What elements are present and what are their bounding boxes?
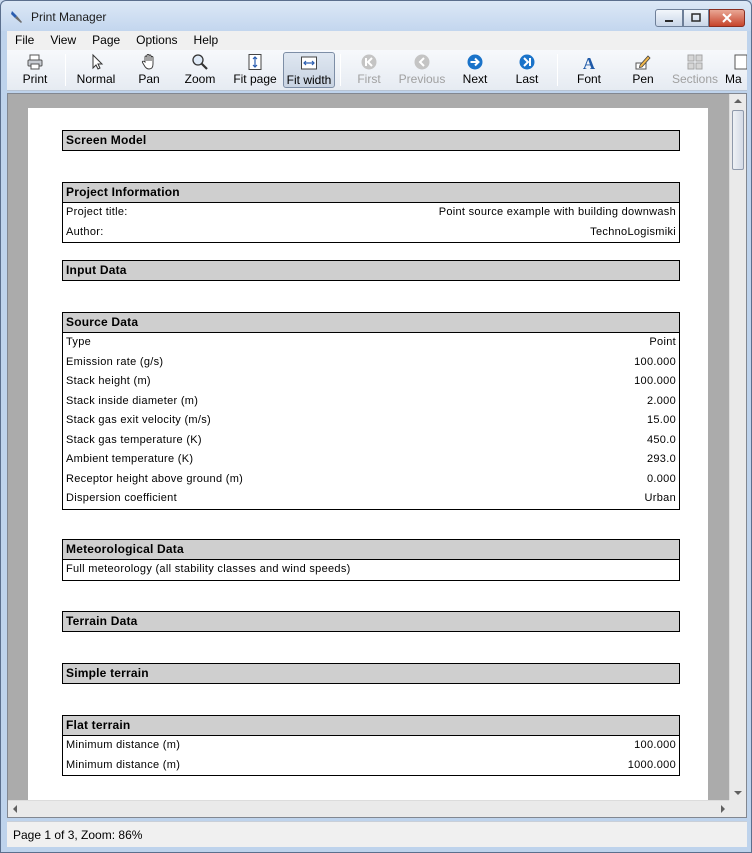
table-row [63, 223, 679, 243]
row-value: 100.000 [634, 375, 676, 387]
font-label: Font [576, 72, 601, 86]
sections-icon [686, 53, 704, 71]
toolbar-separator [557, 54, 558, 86]
table-row [63, 333, 679, 353]
row-label: Type [66, 336, 92, 348]
last-page-button[interactable] [507, 52, 547, 88]
row-label: Ambient temperature (K) [66, 453, 194, 465]
next-page-icon [466, 53, 484, 71]
scroll-right-arrow-icon[interactable] [721, 805, 725, 813]
menu-view[interactable]: View [50, 33, 77, 47]
sections-button[interactable] [671, 52, 719, 88]
section-project-information [62, 182, 680, 243]
scroll-up-arrow-icon[interactable] [734, 99, 742, 103]
pen-label: Pen [632, 72, 654, 86]
row-value: 0.000 [646, 472, 676, 485]
section-source-data [62, 312, 680, 510]
row-label: Stack gas exit velocity (m/s) [66, 414, 212, 426]
print-button[interactable] [13, 52, 57, 88]
menu-file[interactable]: File [15, 33, 35, 47]
last-label: Last [515, 72, 539, 86]
menu-options[interactable]: Options [136, 33, 178, 47]
row-label: Full meteorology (all stability classes and wind speeds) [66, 563, 351, 575]
window-title: Print Manager [31, 10, 107, 24]
row-label: Emission rate (g/s) [66, 355, 164, 368]
table-row [63, 392, 679, 412]
svg-text:A: A [582, 54, 596, 71]
sections-label: Sections [671, 72, 719, 86]
table-row [63, 450, 679, 470]
fit-width-icon [300, 54, 318, 72]
section-input-data [62, 260, 680, 281]
last-page-icon [518, 53, 536, 71]
toolbar-separator [340, 54, 341, 86]
previous-page-icon [413, 53, 431, 71]
row-value: 100.000 [634, 355, 676, 368]
minimize-icon [664, 13, 674, 23]
first-page-button[interactable] [349, 52, 389, 88]
status-bar [7, 821, 747, 847]
scroll-down-arrow-icon[interactable] [734, 791, 742, 795]
close-button[interactable] [709, 9, 745, 27]
fit-page-button[interactable] [231, 52, 279, 88]
more-label: Ma [725, 72, 742, 86]
row-value: 293.0 [646, 453, 676, 465]
font-button[interactable] [569, 52, 609, 88]
previous-label: Previous [398, 72, 446, 86]
table-row [63, 353, 679, 373]
section-terrain-data [62, 611, 680, 632]
pointer-icon [87, 53, 105, 71]
section-title: Screen Model [63, 131, 679, 150]
first-page-icon [360, 53, 378, 71]
row-value: Point [649, 336, 676, 348]
pen-button[interactable] [623, 52, 663, 88]
table-row [63, 411, 679, 431]
preview-viewport[interactable] [7, 93, 747, 818]
fit-page-label: Fit page [233, 72, 277, 86]
title-bar[interactable] [1, 1, 751, 31]
table-row [63, 372, 679, 392]
table-row [63, 470, 679, 490]
section-title: Flat terrain [63, 716, 679, 735]
section-title: Source Data [63, 313, 679, 332]
next-label: Next [462, 72, 488, 86]
previous-page-button[interactable] [397, 52, 447, 88]
zoom-label: Zoom [184, 72, 216, 86]
maximize-button[interactable] [683, 9, 709, 27]
menu-page[interactable]: Page [92, 33, 121, 47]
normal-button[interactable] [73, 52, 119, 88]
row-label: Stack inside diameter (m) [66, 394, 199, 407]
table-row [63, 756, 679, 776]
pen-icon [634, 53, 652, 71]
fit-width-label: Fit width [286, 73, 332, 87]
magnifier-icon [191, 53, 209, 71]
row-label: Dispersion coefficient [66, 492, 177, 504]
normal-label: Normal [76, 72, 116, 86]
row-value: 100.000 [634, 739, 676, 751]
table-row [63, 431, 679, 451]
menu-help[interactable]: Help [193, 33, 219, 47]
section-title: Simple terrain [63, 664, 679, 683]
more-button[interactable] [725, 52, 747, 88]
row-label: Author: [66, 225, 104, 238]
table-row [63, 203, 679, 223]
row-label: Minimum distance (m) [66, 758, 181, 771]
section-title: Meteorological Data [63, 540, 679, 559]
section-flat-terrain [62, 715, 680, 776]
row-label: Project title: [66, 206, 128, 218]
scroll-left-arrow-icon[interactable] [13, 805, 17, 813]
row-value: TechnoLogismiki [590, 225, 676, 238]
section-simple-terrain [62, 663, 680, 684]
zoom-button[interactable] [179, 52, 221, 88]
pan-label: Pan [138, 72, 160, 86]
section-title: Input Data [63, 261, 679, 280]
vertical-scroll-thumb[interactable] [732, 110, 744, 170]
row-label: Stack height (m) [66, 375, 151, 387]
status-text: Page 1 of 3, Zoom: 86% [13, 828, 143, 842]
fit-width-button[interactable] [283, 52, 335, 88]
menu-bar [7, 31, 747, 50]
row-label: Minimum distance (m) [66, 739, 181, 751]
hand-icon [140, 53, 158, 71]
fit-page-icon [246, 53, 264, 71]
next-page-button[interactable] [455, 52, 495, 88]
scrollbar-corner [729, 800, 746, 817]
margins-icon [733, 53, 747, 71]
row-value: 2.000 [646, 394, 676, 407]
row-value: 15.00 [646, 414, 676, 426]
toolbar-separator [65, 54, 66, 86]
printer-icon [26, 53, 44, 71]
section-title: Project Information [63, 183, 679, 202]
close-icon [722, 13, 732, 23]
print-label: Print [22, 72, 48, 86]
font-icon [580, 53, 598, 71]
row-value: 450.0 [646, 433, 676, 446]
section-title: Terrain Data [63, 612, 679, 631]
toolbar [7, 50, 747, 91]
row-label: Receptor height above ground (m) [66, 472, 244, 485]
row-value: Urban [644, 492, 676, 504]
minimize-button[interactable] [655, 9, 683, 27]
row-value: Point source example with building downwash [438, 206, 676, 218]
row-value: 1000.000 [627, 758, 676, 771]
maximize-icon [691, 13, 701, 23]
app-icon [9, 9, 25, 25]
table-row [63, 560, 679, 580]
first-label: First [357, 72, 381, 86]
section-meteorological-data [62, 539, 680, 581]
table-row [63, 489, 679, 509]
horizontal-scrollbar[interactable] [8, 800, 730, 817]
vertical-scrollbar[interactable] [729, 94, 746, 800]
report-page [28, 108, 708, 818]
row-label: Stack gas temperature (K) [66, 433, 202, 446]
table-row [63, 736, 679, 756]
section-screen-model [62, 130, 680, 151]
pan-button[interactable] [129, 52, 169, 88]
